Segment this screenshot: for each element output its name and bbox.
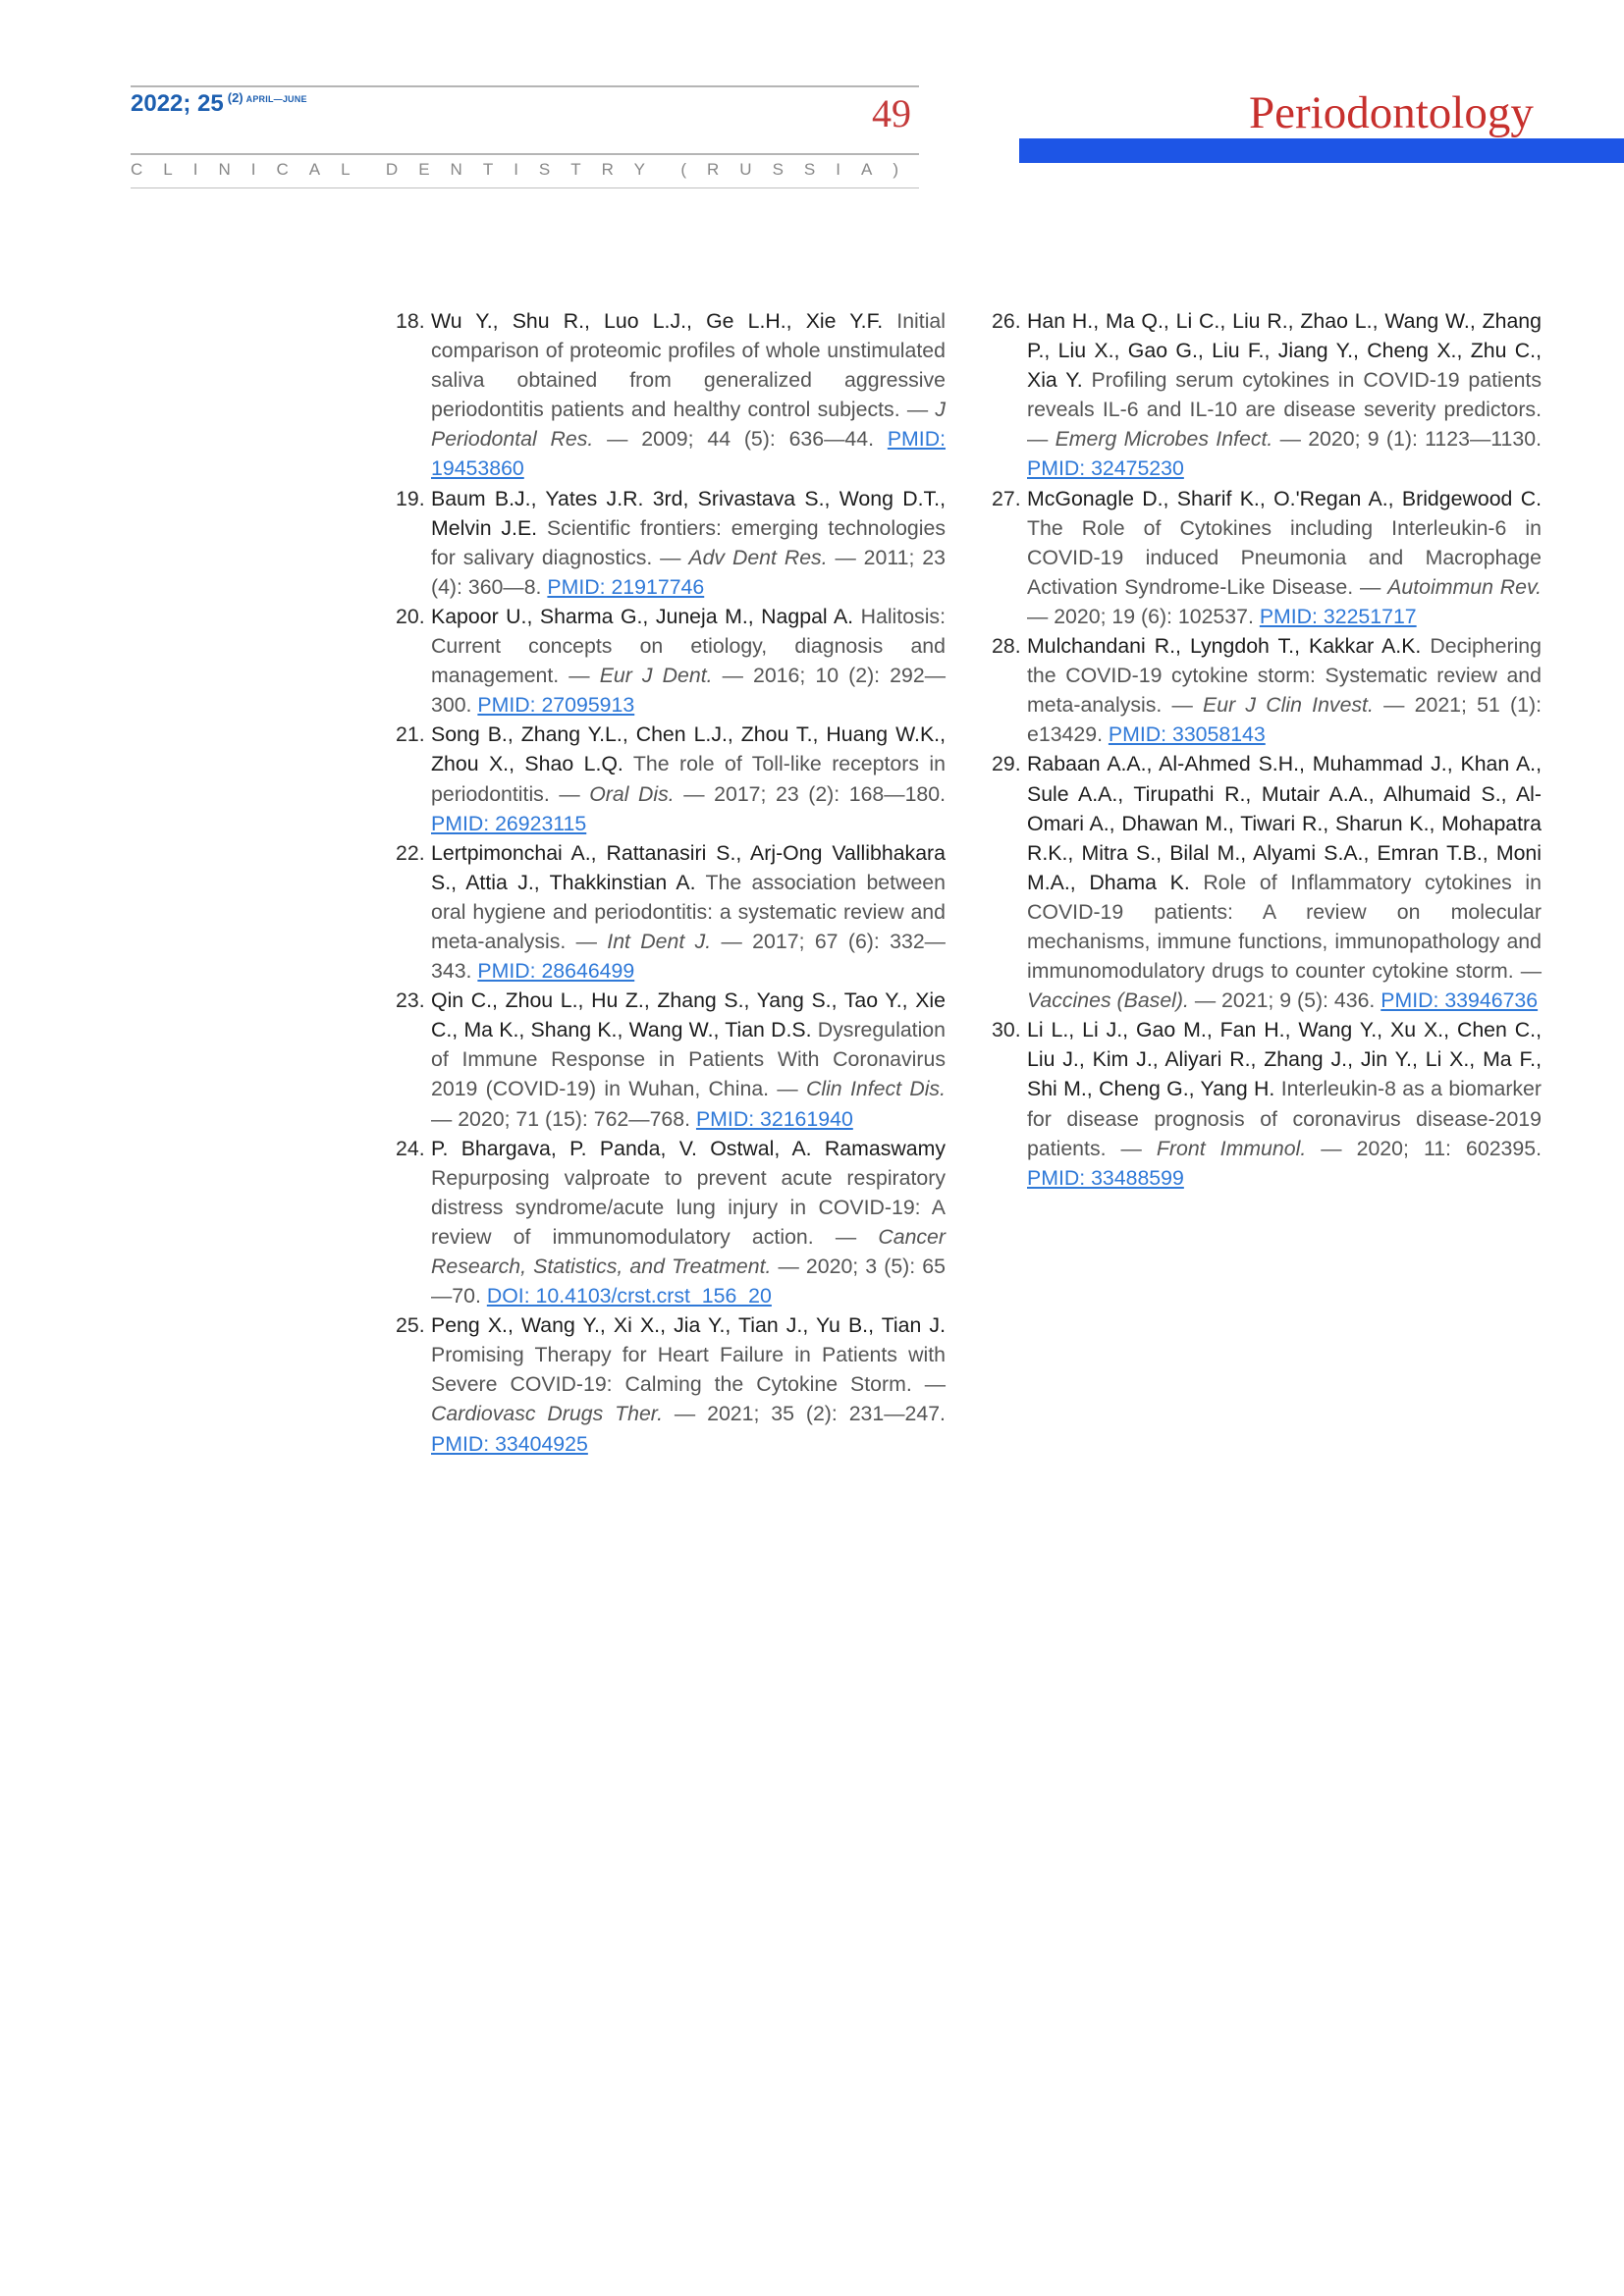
reference-item (992, 749, 1542, 1015)
reference-number: 20. (396, 604, 425, 628)
reference-year: — 2017; 23 (2): 168—180. (683, 781, 947, 806)
reference-journal: Oral Dis. (589, 781, 675, 806)
reference-link[interactable]: PMID: 32475230 (1027, 456, 1184, 481)
reference-link[interactable]: PMID: 32161940 (695, 1106, 853, 1131)
reference-link[interactable]: PMID: 33946736 (1380, 988, 1539, 1013)
reference-title: Scientific frontiers: emerging technologies for salivary diagnostics. — (431, 515, 946, 569)
reference-authors: Kapoor U., Sharma G., Juneja M., Nagpal A. (431, 604, 854, 628)
reference-link[interactable]: PMID: 27095913 (477, 693, 635, 718)
reference-journal: Front Immunol. (1156, 1136, 1307, 1160)
reference-journal: J Periodontal Res. (431, 398, 946, 452)
reference-year: — 2020; 11: 602395. (1321, 1136, 1542, 1160)
reference-journal: Emerg Microbes Infect. (1055, 427, 1273, 452)
reference-item (396, 838, 946, 986)
reference-title: Repurposing valproate to prevent acute respiratory distress syndrome/acute lung injury in COVID-19: A review of immunomodulatory action. — (431, 1165, 946, 1249)
reference-link[interactable]: PMID: 28646499 (477, 959, 635, 984)
reference-item (396, 720, 946, 837)
reference-journal: Clin Infect Dis. (805, 1077, 946, 1101)
reference-authors: Mulchandani R., Lyngdoh T., Kakkar A.K. (1027, 634, 1422, 659)
reference-item (992, 306, 1542, 484)
reference-title: Deciphering the COVID-19 cytokine storm: Systematic review and meta-analysis. — (1027, 634, 1542, 718)
reference-journal: Vaccines (Basel). (1027, 988, 1189, 1013)
reference-item (396, 602, 946, 720)
issue-months: APRIL—JUNE (245, 94, 307, 104)
reference-journal: Cardiovasc Drugs Ther. (431, 1402, 664, 1426)
reference-year: — 2020; 9 (1): 1123—1130. (1279, 427, 1542, 452)
reference-authors: Baum B.J., Yates J.R. 3rd, Srivastava S., Wong D.T., Melvin J.E. (431, 486, 946, 540)
reference-number: 21. (396, 722, 425, 747)
issue-info (131, 90, 307, 118)
reference-authors: Li L., Li J., Gao M., Fan H., Wang Y., Xu X., Chen C., Liu J., Kim J., Aliyari R., Zhang J., Jin Y., Li X., Ma F., Shi M., Cheng G., Yang H. (1027, 1018, 1542, 1101)
reference-item (396, 986, 946, 1133)
reference-journal: Int Dent J. (607, 929, 712, 953)
reference-item (396, 1310, 946, 1458)
reference-link[interactable]: DOI: 10.4103/crst.crst_156_20 (486, 1284, 772, 1308)
journal-name (131, 160, 919, 180)
journal-word-2: DENTISTRY (385, 160, 666, 179)
reference-title: The role of Toll-like receptors in periodontitis. — (431, 752, 946, 806)
reference-title: The Role of Cytokines including Interleukin-6 in COVID-19 induced Pneumonia and Macrophage Activation Syndrome-Like Disease. — (1027, 515, 1542, 599)
reference-year: — 2021; 9 (5): 436. (1194, 988, 1376, 1013)
reference-number: 18. (396, 309, 425, 333)
reference-number: 22. (396, 840, 425, 865)
reference-link[interactable]: PMID: 21917746 (547, 574, 705, 599)
reference-link[interactable]: PMID: 33404925 (431, 1431, 588, 1456)
reference-link[interactable]: PMID: 26923115 (431, 811, 587, 835)
reference-year: — 2020; 71 (15): 762—768. (431, 1106, 691, 1131)
reference-authors: McGonagle D., Sharif K., O.'Regan A., Bridgewood C. (1027, 486, 1542, 510)
header-rule-bottom (131, 153, 919, 155)
reference-year: — 2020; 3 (5): 65—70. (431, 1255, 946, 1308)
reference-year: — 2017; 67 (6): 332—343. (431, 929, 946, 984)
reference-number: 27. (992, 486, 1021, 510)
issue-number: (2) (227, 90, 244, 105)
journal-word-3: (RUSSIA) (680, 160, 919, 179)
reference-number: 29. (992, 752, 1021, 776)
reference-item (992, 484, 1542, 631)
reference-title: Halitosis: Current concepts on etiology, diagnosis and management. — (431, 604, 946, 688)
section-title: Periodontology (1249, 87, 1534, 138)
reference-link[interactable]: PMID: 33488599 (1027, 1165, 1184, 1190)
section-accent-bar (1019, 138, 1624, 163)
reference-title: Initial comparison of proteomic profiles of whole unstimulated saliva obtained from generalized aggressive periodontitis patients and healthy control subjects. — (431, 309, 946, 422)
reference-title: The association between oral hygiene and periodontitis: a systematic review and meta-analysis. — (431, 870, 946, 953)
references-left-column (396, 306, 946, 1459)
reference-authors: Wu Y., Shu R., Luo L.J., Ge L.H., Xie Y.F. (431, 309, 884, 333)
reference-number: 25. (396, 1313, 425, 1338)
reference-authors: Peng X., Wang Y., Xi X., Jia Y., Tian J., Yu B., Tian J. (431, 1313, 946, 1338)
reference-year: — 2011; 23 (4): 360—8. (431, 545, 946, 599)
reference-authors: Lertpimonchai A., Rattanasiri S., Arj-Ong Vallibhakara S., Attia J., Thakkinstian A. (431, 840, 946, 894)
journal-word-1: CLINICAL (131, 160, 371, 179)
reference-title: Interleukin-8 as a biomarker for disease prognosis of coronavirus disease-2019 patients. — (1027, 1077, 1542, 1160)
reference-journal: Autoimmun Rev. (1387, 574, 1542, 599)
reference-number: 26. (992, 309, 1021, 333)
reference-item (396, 306, 946, 484)
reference-title: Profiling serum cytokines in COVID-19 patients reveals IL-6 and IL-10 are disease severity predictors. — (1027, 368, 1542, 452)
reference-number: 24. (396, 1136, 425, 1160)
references-right-column (992, 306, 1542, 1193)
reference-year: — 2020; 19 (6): 102537. (1027, 604, 1254, 628)
reference-year: — 2009; 44 (5): 636—44. (607, 427, 875, 452)
reference-title: Role of Inflammatory cytokines in COVID-19 patients: A review on molecular mechanisms, immune functions, immunopathology and immunomodulatory drugs to counter cytokine storm. — (1027, 870, 1542, 984)
reference-authors: Qin C., Zhou L., Hu Z., Zhang S., Yang S., Tao Y., Xie C., Ma K., Shang K., Wang W., Tian D.S. (431, 988, 946, 1042)
reference-title: Dysregulation of Immune Response in Patients With Coronavirus 2019 (COVID-19) in Wuhan, China. — (431, 1018, 946, 1101)
reference-number: 19. (396, 486, 425, 510)
header-rule-thin (131, 187, 919, 188)
reference-journal: Adv Dent Res. (688, 545, 828, 569)
issue-year: 2022; 25 (131, 90, 224, 117)
reference-title: Promising Therapy for Heart Failure in Patients with Severe COVID-19: Calming the Cytokine Storm. — (431, 1343, 946, 1397)
reference-item (992, 1015, 1542, 1193)
reference-item (992, 631, 1542, 749)
page-number: 49 (872, 91, 911, 135)
reference-year: — 2016; 10 (2): 292—300. (431, 664, 946, 718)
header-rule-top (131, 85, 919, 87)
reference-number: 23. (396, 988, 425, 1013)
reference-authors: Song B., Zhang Y.L., Chen L.J., Zhou T., Huang W.K., Zhou X., Shao L.Q. (431, 722, 946, 776)
reference-authors: Han H., Ma Q., Li C., Liu R., Zhao L., Wang W., Zhang P., Liu X., Gao G., Liu F., Jiang Y., Cheng X., Zhu C., Xia Y. (1027, 309, 1542, 393)
reference-link[interactable]: PMID: 19453860 (431, 427, 947, 481)
reference-number: 30. (992, 1018, 1021, 1042)
reference-year: — 2021; 35 (2): 231—247. (674, 1402, 946, 1426)
reference-authors: P. Bhargava, P. Panda, V. Ostwal, A. Ramaswamy (431, 1136, 946, 1160)
reference-journal: Eur J Dent. (599, 664, 713, 688)
reference-link[interactable]: PMID: 32251717 (1259, 604, 1417, 628)
reference-number: 28. (992, 634, 1021, 659)
reference-year: — 2021; 51 (1): e13429. (1027, 693, 1542, 747)
reference-journal: Eur J Clin Invest. (1203, 693, 1374, 718)
reference-authors: Rabaan A.A., Al-Ahmed S.H., Muhammad J., Khan A., Sule A.A., Tirupathi R., Mutair A.A., Alhumaid S., Al-Omari A., Dhawan M., Tiwari R., Sharun K., Mohapatra R.K., Mitra S., Bilal M., Alyami S.A., Emran T.B., Moni M.A., Dhama K. (1027, 752, 1542, 894)
reference-journal: Cancer Research, Statistics, and Treatment. (431, 1224, 946, 1278)
reference-item (396, 1134, 946, 1311)
reference-item (396, 484, 946, 602)
reference-link[interactable]: PMID: 33058143 (1108, 722, 1266, 747)
